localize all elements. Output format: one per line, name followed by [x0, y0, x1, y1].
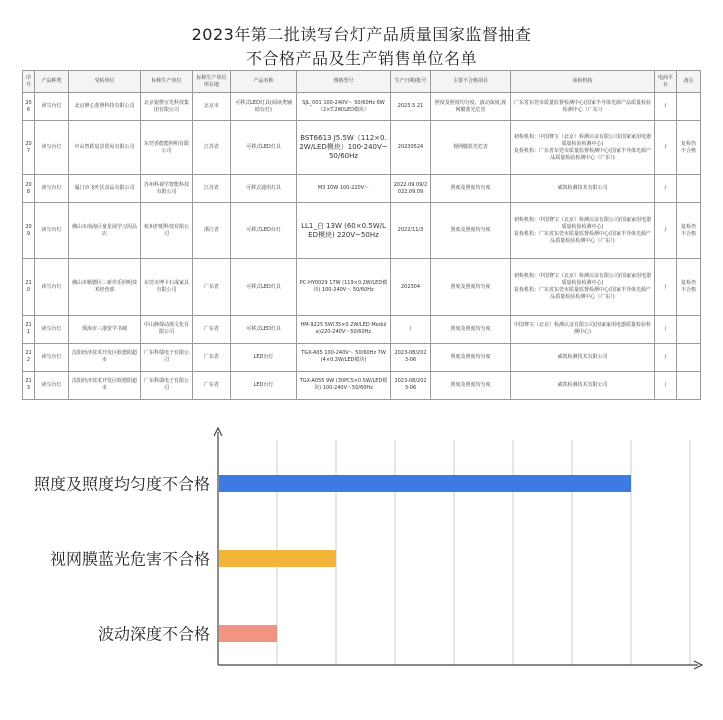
cell-col-remark: 复检仍不合格 [677, 203, 701, 259]
bar-0 [219, 475, 631, 492]
cell-col-manufacturer: 广东科瑞电子有限公司 [141, 343, 193, 371]
cell-col-product-name: 可移式LED灯具 [231, 259, 297, 315]
cell-col-manufacturer: 中山静探动漫文化有限公司 [141, 315, 193, 343]
cell-col-location: 江苏省 [193, 175, 231, 203]
cell-col-defect: 照度及照度均匀度 [431, 371, 511, 399]
cell-col-location: 广东省 [193, 259, 231, 315]
cell-col-category: 读写台灯 [35, 315, 69, 343]
cell-col-lab: 初检机构：中国赛宝（北京）检测认证有限公司(国家家用电器质量检验检测中心) 复检机构：广东省东莞市质量监督检测中心(国家半导体光源产品质量检验检测中心（广东）) [511, 121, 655, 175]
cell-col-platform: / [655, 121, 677, 175]
header-col-product-name: 产品名称 [231, 71, 297, 93]
cell-col-lab: 广东省东莞市质量监督检测中心(国家半导体光源产品质量检验检测中心（广东）) [511, 93, 655, 121]
header-col-date: 生产日期/批号 [391, 71, 431, 93]
cell-col-index: 207 [23, 121, 35, 175]
cell-col-category: 读写台灯 [35, 121, 69, 175]
cell-col-date: / [391, 315, 431, 343]
cell-col-date: 2023-08/2023-06 [391, 371, 431, 399]
cell-col-inspected-unit: 佛山市顺德区三新佳乐照明技术经营部 [69, 259, 141, 315]
table-header-row [23, 71, 701, 93]
cell-col-remark: 复检仍不合格 [677, 259, 701, 315]
cell-col-location: 北京市 [193, 93, 231, 121]
page-subtitle: 不合格产品及生产销售单位名单 [245, 49, 477, 68]
cell-col-inspected-unit: 佛山市南海区童星展学习用品店 [69, 203, 141, 259]
cell-col-date: 2023-08/2023-06 [391, 343, 431, 371]
cell-col-product-name: LED台灯 [231, 371, 297, 399]
header-col-index: 序号 [23, 71, 35, 93]
cell-col-manufacturer: 广东科瑞电子有限公司 [141, 371, 193, 399]
table-row [23, 371, 701, 399]
chart-grid [277, 440, 690, 665]
cell-col-platform: / [655, 315, 677, 343]
cell-col-defect: 照度及照度均匀度、波动深度,视网膜蓝光危害 [431, 93, 511, 121]
cell-col-remark [677, 371, 701, 399]
cell-col-product-name: 可移式LED灯具 [231, 121, 297, 175]
cell-col-defect: 照度及照度均匀度 [431, 259, 511, 315]
cell-col-product-name: 可移式LED灯具(阅读类辅助台灯) [231, 93, 297, 121]
cell-col-date: 20230524 [391, 121, 431, 175]
cell-col-lab: 中国赛宝（北京）检测认证有限公司(国家家用电器质量检验检测中心) [511, 315, 655, 343]
cell-col-platform: / [655, 175, 677, 203]
cell-col-platform: / [655, 343, 677, 371]
chart-category-labels [34, 475, 210, 644]
page-title: 2023年第二批读写台灯产品质量国家监督抽查 [191, 25, 532, 44]
header-col-platform: 电商平台 [655, 71, 677, 93]
cell-col-spec: M3 10W 100-220V～ [297, 175, 391, 203]
cell-col-defect: 照度及照度均匀度 [431, 315, 511, 343]
cell-col-manufacturer: 北京银橙宣光科技集团有限公司 [141, 93, 193, 121]
table-row [23, 175, 701, 203]
cell-col-category: 读写台灯 [35, 343, 69, 371]
nonconforming-products-table [22, 70, 701, 400]
cell-col-inspected-unit: 中山智跃宸景贸易有限公司 [69, 121, 141, 175]
cell-col-index: 212 [23, 343, 35, 371]
cell-col-manufacturer: 杭州护眼科技有限公司 [141, 203, 193, 259]
cell-col-platform: / [655, 371, 677, 399]
cell-col-lab: 威凯检测技术有限公司 [511, 371, 655, 399]
cell-col-index: 211 [23, 315, 35, 343]
cell-col-product-name: 可移式LED台灯 [231, 203, 297, 259]
cell-col-product-name: 可移式LED灯具 [231, 315, 297, 343]
chart-canvas [0, 420, 723, 720]
cell-col-spec: TGX-A05 100-240V～ 50/60Hz 7W(4×0.2W/LED模块) [297, 343, 391, 371]
cell-col-spec: LL1_白 13W (60×0.5W/LED模块) 220V~50Hz [297, 203, 391, 259]
cell-col-product-name: 可移式通用灯具 [231, 175, 297, 203]
cell-col-remark [677, 175, 701, 203]
cell-col-index: 210 [23, 259, 35, 315]
cell-col-inspected-unit: 沈阳经济技术开发区欧德阳超市 [69, 343, 141, 371]
cell-col-inspected-unit: 厦门市飞叶沃食品有限公司 [69, 175, 141, 203]
cell-col-index: 206 [23, 93, 35, 121]
header-col-category: 产品种类 [35, 71, 69, 93]
cell-col-inspected-unit: 沈阳经济技术开发区欧德阳超市 [69, 371, 141, 399]
header-col-lab: 承检机构 [511, 71, 655, 93]
cell-col-platform: / [655, 203, 677, 259]
cell-col-remark [677, 343, 701, 371]
cell-col-defect: 照度及照度均匀度 [431, 175, 511, 203]
cell-col-category: 读写台灯 [35, 175, 69, 203]
header-col-inspected-unit: 受检单位 [69, 71, 141, 93]
cell-col-category: 读写台灯 [35, 371, 69, 399]
category-label: 视网膜蓝光危害不合格 [49, 549, 210, 569]
header-col-remark: 备注 [677, 71, 701, 93]
chart-bars [219, 475, 631, 642]
cell-col-spec: PC-HY0029 17W (119×0.2W/LED模块) 100-240V～ 50/60Hz [297, 259, 391, 315]
bar-1 [219, 550, 336, 567]
table-row [23, 121, 701, 175]
cell-col-location: 浙江省 [193, 203, 231, 259]
cell-col-inspected-unit: 北京修心蓝照科技有限公司 [69, 93, 141, 121]
cell-col-location: 广东省 [193, 371, 231, 399]
cell-col-defect: 视网膜蓝光危害 [431, 121, 511, 175]
cell-col-defect: 照度及照度均匀度 [431, 203, 511, 259]
cell-col-category: 读写台灯 [35, 203, 69, 259]
cell-col-manufacturer: 东莞市博卡石成家具有限公司 [141, 259, 193, 315]
header-col-defect: 主要不合格项目 [431, 71, 511, 93]
cell-col-location: 江苏省 [193, 121, 231, 175]
cell-col-spec: HM-9225 5W(35×0.2W/LED Module)220-240V～50/60Hz [297, 315, 391, 343]
chart-axes [214, 428, 702, 669]
cell-col-manufacturer: 东莞香能能照明有限公司 [141, 121, 193, 175]
cell-col-spec: BST6613 J5.5W（112×0.2W/LED模块）100-240V~50/60Hz [297, 121, 391, 175]
category-label: 照度及照度均匀度不合格 [33, 474, 210, 494]
table-row [23, 259, 701, 315]
cell-col-lab: 初检机构：中国赛宝（北京）检测认证有限公司(国家家用电器质量检验检测中心) 复检机构：广东省东莞市质量监督检测中心(国家半导体光源产品质量检验检测中心（广东）) [511, 203, 655, 259]
table-row [23, 93, 701, 121]
cell-col-date: 2022/11/3 [391, 203, 431, 259]
cell-col-remark: 复检仍不合格 [677, 121, 701, 175]
cell-col-date: 202304 [391, 259, 431, 315]
cell-col-index: 213 [23, 371, 35, 399]
cell-col-lab: 初检机构：中国赛宝（北京）检测认证有限公司(国家家用电器质量检验检测中心) 复检机构：广东省东莞市质量监督检测中心(国家半导体光源产品质量检验检测中心（广东）) [511, 259, 655, 315]
cell-col-remark [677, 93, 701, 121]
cell-col-lab: 威凯检测技术有限公司 [511, 175, 655, 203]
bar-2 [219, 625, 277, 642]
cell-col-inspected-unit: 珠海市三港贸学书城 [69, 315, 141, 343]
header-col-location: 标称生产单位所在地 [193, 71, 231, 93]
table-row [23, 343, 701, 371]
cell-col-index: 208 [23, 175, 35, 203]
defect-bar-chart [0, 420, 723, 720]
cell-col-defect: 照度及照度均匀度 [431, 343, 511, 371]
cell-col-date: 2023.5.21 [391, 93, 431, 121]
category-label: 波动深度不合格 [97, 624, 210, 644]
cell-col-spec: SJL_001 100-240V～ 50/60Hz 6W（2×T.2W/LED模块） [297, 93, 391, 121]
cell-col-location: 广东省 [193, 315, 231, 343]
cell-col-date: 2022.09.09/2022.09.09 [391, 175, 431, 203]
cell-col-platform: / [655, 93, 677, 121]
table-row [23, 203, 701, 259]
cell-col-lab: 威凯检测技术有限公司 [511, 343, 655, 371]
cell-col-manufacturer: 苏州科视学智能科技有限公司 [141, 175, 193, 203]
cell-col-location: 广东省 [193, 343, 231, 371]
header-col-manufacturer: 标称生产单位 [141, 71, 193, 93]
cell-col-product-name: LED台灯 [231, 343, 297, 371]
cell-col-remark [677, 315, 701, 343]
header-col-spec: 规格型号 [297, 71, 391, 93]
cell-col-category: 读写台灯 [35, 93, 69, 121]
cell-col-index: 209 [23, 203, 35, 259]
cell-col-platform: / [655, 259, 677, 315]
cell-col-category: 读写台灯 [35, 259, 69, 315]
table-row [23, 315, 701, 343]
cell-col-spec: TGX-A055 9W (30PCS×0.5W/LED模块) 100-240V～50/60Hz [297, 371, 391, 399]
